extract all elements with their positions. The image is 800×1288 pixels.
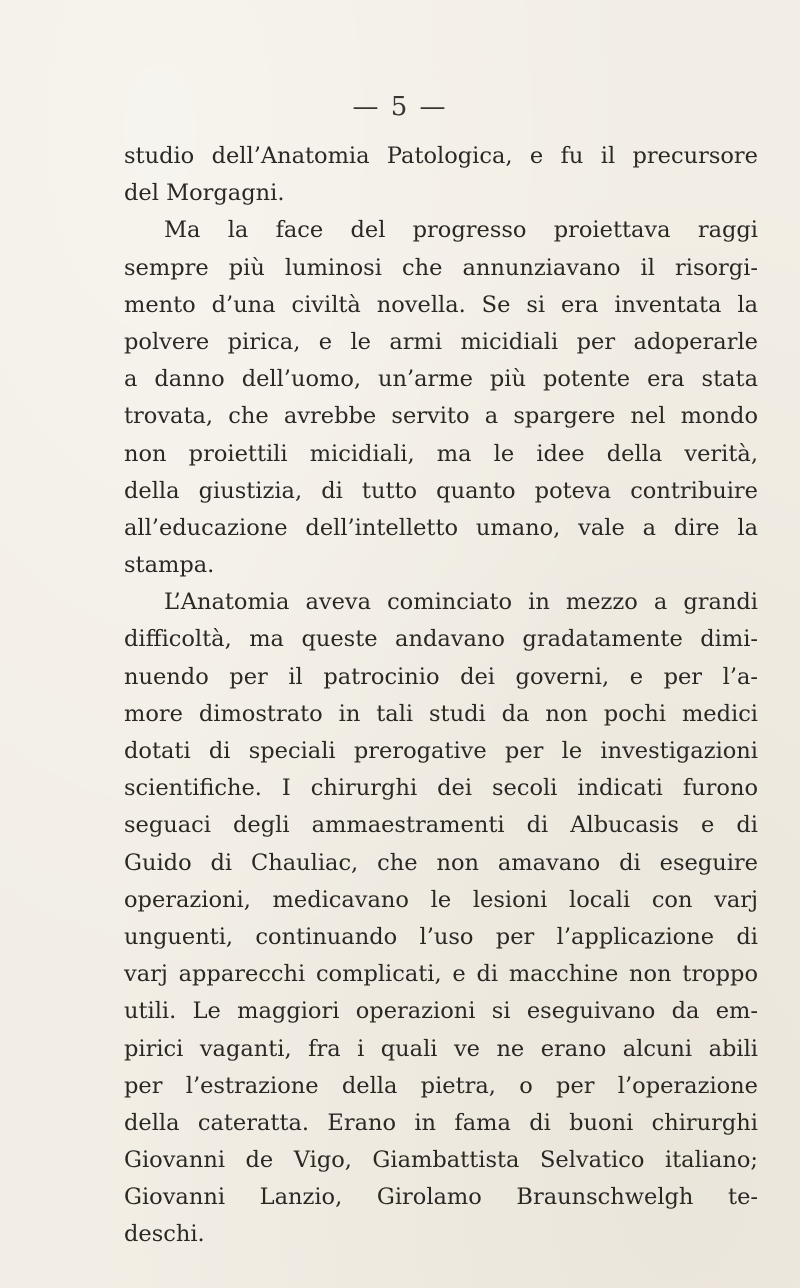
text-line: L’Anatomia aveva cominciato in mezzo a grandi xyxy=(164,589,758,616)
text-line: studio dell’Anatomia Patologica, e fu il precursore xyxy=(124,143,758,169)
text-line: deschi. xyxy=(124,1221,205,1248)
body-text xyxy=(124,138,758,1254)
text-line: dotati di speciali prerogative per le investigazioni xyxy=(124,738,758,764)
text-line: Giovanni de Vigo, Giambattista Selvatico italiano; xyxy=(124,1147,758,1174)
text-line: Guido di Chauliac, che non amavano di eseguire xyxy=(124,849,758,876)
text-line: polvere pirica, e le armi micidiali per adoperarle xyxy=(124,328,758,355)
text-line: difficoltà, ma queste andavano gradatamente dimi- xyxy=(124,626,758,653)
text-line: non proiettili micidiali, ma le idee della verità, xyxy=(124,440,758,467)
text-line: del Morgagni. xyxy=(124,180,285,207)
page-number: — 5 — xyxy=(352,92,448,122)
text-line: all’educazione dell’intelletto umano, vale a dire la xyxy=(124,514,758,541)
text-line: unguenti, continuando l’uso per l’applicazione di xyxy=(124,923,758,950)
text-line: operazioni, medicavano le lesioni locali con varj xyxy=(124,886,758,913)
text-line: seguaci degli ammaestramenti di Albucasis e di xyxy=(124,812,758,839)
text-line: more dimostrato in tali studi da non pochi medici xyxy=(124,700,758,727)
text-line: varj apparecchi complicati, e di macchine non troppo xyxy=(124,961,758,988)
text-line: utili. Le maggiori operazioni si eseguivano da em- xyxy=(124,998,758,1025)
text-line: trovata, che avrebbe servito a spargere nel mondo xyxy=(124,403,758,430)
text-line: a danno dell’uomo, un’arme più potente era stata xyxy=(124,366,758,393)
text-line: nuendo per il patrocinio dei governi, e per l’a- xyxy=(124,663,758,690)
text-line: pirici vaganti, fra i quali ve ne erano alcuni abili xyxy=(124,1035,758,1062)
text-line: Giovanni Lanzio, Girolamo Braunschwelgh te- xyxy=(124,1184,758,1211)
text-line: mento d’una civiltà novella. Se si era inventata la xyxy=(124,291,758,318)
text-line: della giustizia, di tutto quanto poteva contribuire xyxy=(124,477,758,504)
text-line: Ma la face del progresso proiettava raggi xyxy=(164,217,758,244)
text-line: per l’estrazione della pietra, o per l’operazione xyxy=(124,1072,758,1099)
text-line: stampa. xyxy=(124,552,215,579)
text-line: sempre più luminosi che annunziavano il risorgi- xyxy=(124,254,758,281)
text-line: scientifiche. I chirurghi dei secoli indicati furono xyxy=(124,775,758,802)
text-line: della cateratta. Erano in fama di buoni chirurghi xyxy=(124,1109,758,1136)
